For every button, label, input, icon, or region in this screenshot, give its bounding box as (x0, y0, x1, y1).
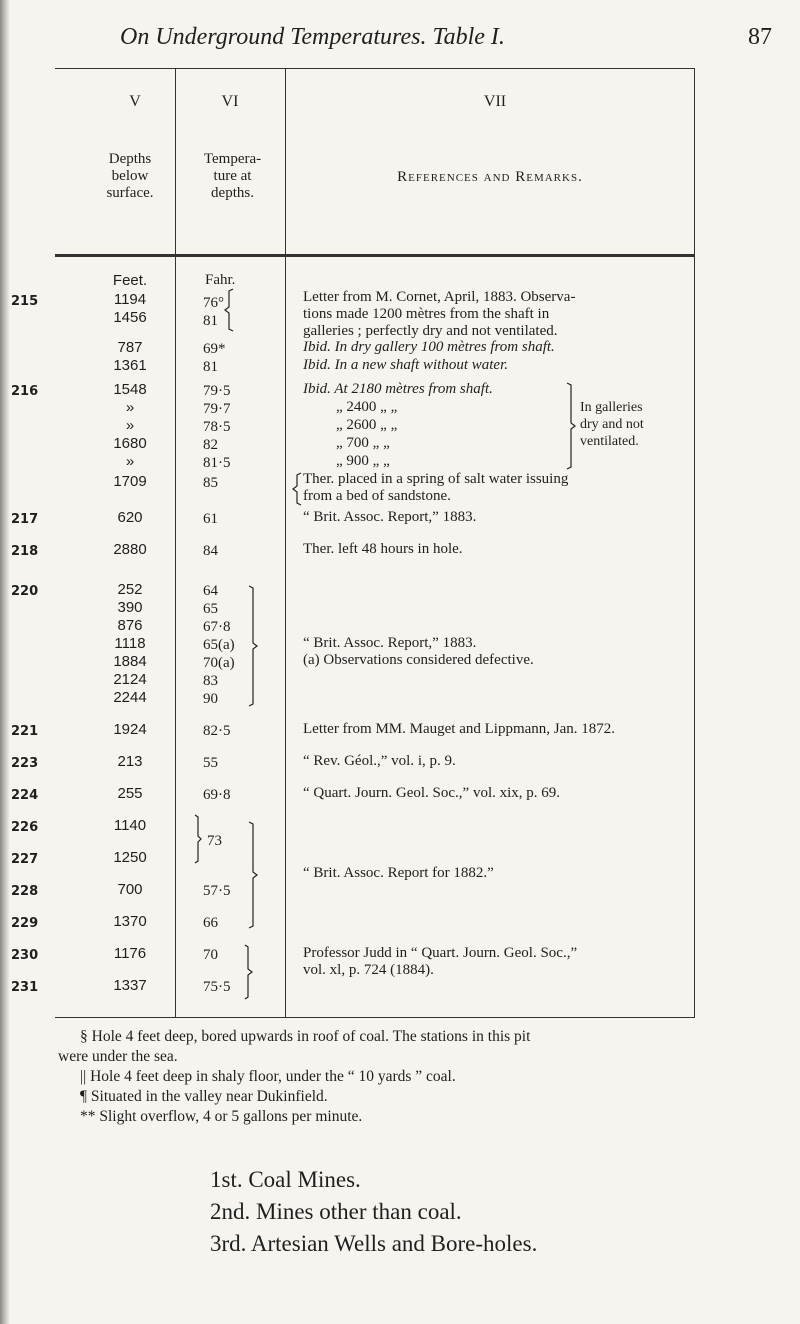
remark-216-ther (303, 471, 568, 505)
remark-216-line: Ibid. At 2180 mètres from shaft. (303, 381, 493, 397)
heading-line: depths. (211, 185, 254, 201)
brace-226-229 (247, 819, 261, 931)
depth-value: 252 (117, 581, 143, 598)
temp-value: 69* (203, 341, 226, 357)
remark-221: Letter from MM. Mauget and Lippmann, Jan. 1872. (303, 721, 616, 737)
col-v-heading (80, 151, 180, 202)
depth-value: 2244 (113, 689, 147, 706)
depth-value: 1118 (114, 635, 146, 652)
remark-line: galleries ; perfectly dry and not ventilated. (303, 323, 558, 339)
temp-value: 90 (203, 691, 218, 707)
footnote: § Hole 4 feet deep, bored upwards in roof of coal. The stations in this pit (80, 1028, 531, 1045)
depth-value: 787 (117, 339, 143, 356)
row-number: 221 (11, 724, 39, 739)
depth-value: » (125, 453, 135, 470)
remark-line: “ Brit. Assoc. Report,” 1883. (303, 635, 477, 651)
running-title: On Underground Temperatures. Table I. (120, 24, 505, 50)
column-rule (694, 69, 695, 1017)
temp-value: 64 (203, 583, 218, 599)
depth-value: 255 (117, 785, 143, 802)
temp-value: 55 (203, 755, 218, 771)
remark-215c: Ibid. In a new shaft without water. (303, 357, 509, 373)
remark-line: Letter from M. Cornet, April, 1883. Observa- (303, 289, 576, 305)
depth-value: 1924 (113, 721, 147, 738)
row-number: 224 (11, 788, 39, 803)
row-number: 231 (11, 980, 39, 995)
remark-216-line: „ 2600 „ „ (336, 417, 398, 433)
unit-fahr: Fahr. (205, 272, 236, 288)
heading-line: surface. (106, 185, 154, 201)
remark-line: Professor Judd in “ Quart. Journ. Geol. Soc.,” (303, 945, 578, 961)
depth-value: 1361 (113, 357, 147, 374)
depth-value: 2124 (113, 671, 147, 688)
temperature-table (11, 68, 695, 1018)
footnote: were under the sea. (58, 1048, 178, 1065)
remark-230 (303, 945, 577, 979)
temp-value: 83 (203, 673, 218, 689)
remark-line: tions made 1200 mètres from the shaft in (303, 306, 550, 322)
temp-value: 75·5 (203, 979, 231, 995)
row-number: 229 (11, 916, 39, 931)
depth-value: 2880 (113, 541, 147, 558)
depth-value: » (125, 417, 135, 434)
footnote: || Hole 4 feet deep in shaly floor, under the “ 10 yards ” coal. (80, 1068, 456, 1085)
temp-value: 81·5 (203, 455, 231, 471)
remark-218: Ther. left 48 hours in hole. (303, 541, 463, 557)
row-number: 218 (11, 544, 39, 559)
remark-216-side (580, 399, 644, 450)
temp-value: 66 (203, 915, 218, 931)
remark-line: In galleries (580, 400, 643, 415)
depth-value: 1548 (113, 381, 147, 398)
brace-220 (247, 583, 261, 709)
depth-value: 390 (117, 599, 143, 616)
row-number: 215 (11, 294, 39, 309)
temp-value: 70 (203, 947, 218, 963)
depth-value: 1250 (113, 849, 147, 866)
temp-value: 57·5 (203, 883, 231, 899)
col-v-numeral: V (129, 93, 141, 110)
depth-value: 1709 (113, 473, 147, 490)
remark-line: ventilated. (580, 434, 639, 449)
column-rule (175, 69, 176, 1017)
temp-value: 78·5 (203, 419, 231, 435)
remark-line: Ther. placed in a spring of salt water issuing (303, 471, 569, 487)
heading-line: below (111, 168, 149, 184)
depth-value: 1194 (113, 291, 147, 308)
temp-value: 65(a) (203, 637, 235, 653)
depth-value: » (125, 399, 135, 416)
depth-value: 1370 (113, 913, 147, 930)
class-item: 1st. Coal Mines. (210, 1167, 361, 1192)
temp-value: 85 (203, 475, 218, 491)
remark-217: “ Brit. Assoc. Report,” 1883. (303, 509, 477, 525)
heading-line: ture at (213, 168, 252, 184)
depth-value: 620 (117, 509, 143, 526)
depth-value: 1680 (113, 435, 147, 452)
remark-line: from a bed of sandstone. (303, 488, 451, 504)
remark-216-line: „ 2400 „ „ (336, 399, 398, 415)
temp-value: 61 (203, 511, 218, 527)
heading-line: Tempera- (203, 151, 262, 167)
temp-value: 73 (207, 833, 222, 849)
depth-value: 1456 (113, 309, 147, 326)
row-number: 227 (11, 852, 39, 867)
remark-line: vol. xl, p. 724 (1884). (303, 962, 434, 978)
page-number: 87 (748, 24, 772, 50)
temp-value: 84 (203, 543, 218, 559)
depth-value: 700 (117, 881, 143, 898)
depth-value: 213 (117, 753, 143, 770)
remark-215b: Ibid. In dry gallery 100 mètres from shaft. (303, 339, 555, 355)
temp-value: 76° (203, 295, 224, 311)
footnotes (58, 1027, 780, 1127)
remark-220 (303, 635, 534, 669)
depth-value: 1176 (113, 945, 147, 962)
temp-value: 82 (203, 437, 218, 453)
brace-226-227 (193, 813, 203, 865)
brace-216-ther (291, 471, 303, 507)
depth-value: 1337 (113, 977, 147, 994)
depth-value: 876 (117, 617, 143, 634)
temp-value: 70(a) (203, 655, 235, 671)
row-number: 228 (11, 884, 39, 899)
col-vii-numeral: VII (483, 93, 507, 110)
brace-216 (565, 381, 579, 471)
remark-215a (303, 289, 575, 340)
row-number: 226 (11, 820, 39, 835)
temp-value: 81 (203, 359, 218, 375)
running-header (0, 10, 800, 50)
depth-value: 1884 (113, 653, 147, 670)
remark-line: (a) Observations considered defective. (303, 652, 534, 668)
temp-value: 79·7 (203, 401, 231, 417)
unit-feet: Feet. (112, 272, 148, 289)
col-vi-heading (185, 151, 280, 202)
temp-value: 81 (203, 313, 218, 329)
remark-223: “ Rev. Géol.,” vol. i, p. 9. (303, 753, 456, 769)
row-number: 223 (11, 756, 39, 771)
row-number: 217 (11, 512, 39, 527)
footnote: ¶ Situated in the valley near Dukinfield. (80, 1088, 328, 1105)
row-number: 230 (11, 948, 39, 963)
temp-value: 79·5 (203, 383, 231, 399)
remark-226: “ Brit. Assoc. Report for 1882.” (303, 865, 494, 881)
remark-224: “ Quart. Journ. Geol. Soc.,” vol. xix, p. 69. (303, 785, 561, 801)
brace-230-231 (243, 943, 255, 1001)
remark-line: dry and not (580, 417, 644, 432)
temp-value: 82·5 (203, 723, 231, 739)
temp-value: 67·8 (203, 619, 231, 635)
brace-215 (223, 287, 237, 333)
page-edge (0, 0, 10, 1324)
col-vii-heading: References and Remarks. (397, 169, 583, 185)
remark-216-line: „ 900 „ „ (336, 453, 390, 469)
header-rule (55, 254, 695, 257)
row-number: 220 (11, 584, 39, 599)
remark-216-line: „ 700 „ „ (336, 435, 390, 451)
column-rule (285, 69, 286, 1017)
heading-line: Depths (108, 151, 152, 167)
row-number: 216 (11, 384, 39, 399)
temp-value: 69·8 (203, 787, 231, 803)
class-item: 3rd. Artesian Wells and Bore-holes. (210, 1231, 538, 1256)
col-vi-numeral: VI (221, 93, 239, 110)
depth-value: 1140 (113, 817, 147, 834)
classification-list (210, 1164, 537, 1260)
footnote: ** Slight overflow, 4 or 5 gallons per minute. (80, 1108, 363, 1125)
class-item: 2nd. Mines other than coal. (210, 1199, 462, 1224)
temp-value: 65 (203, 601, 218, 617)
